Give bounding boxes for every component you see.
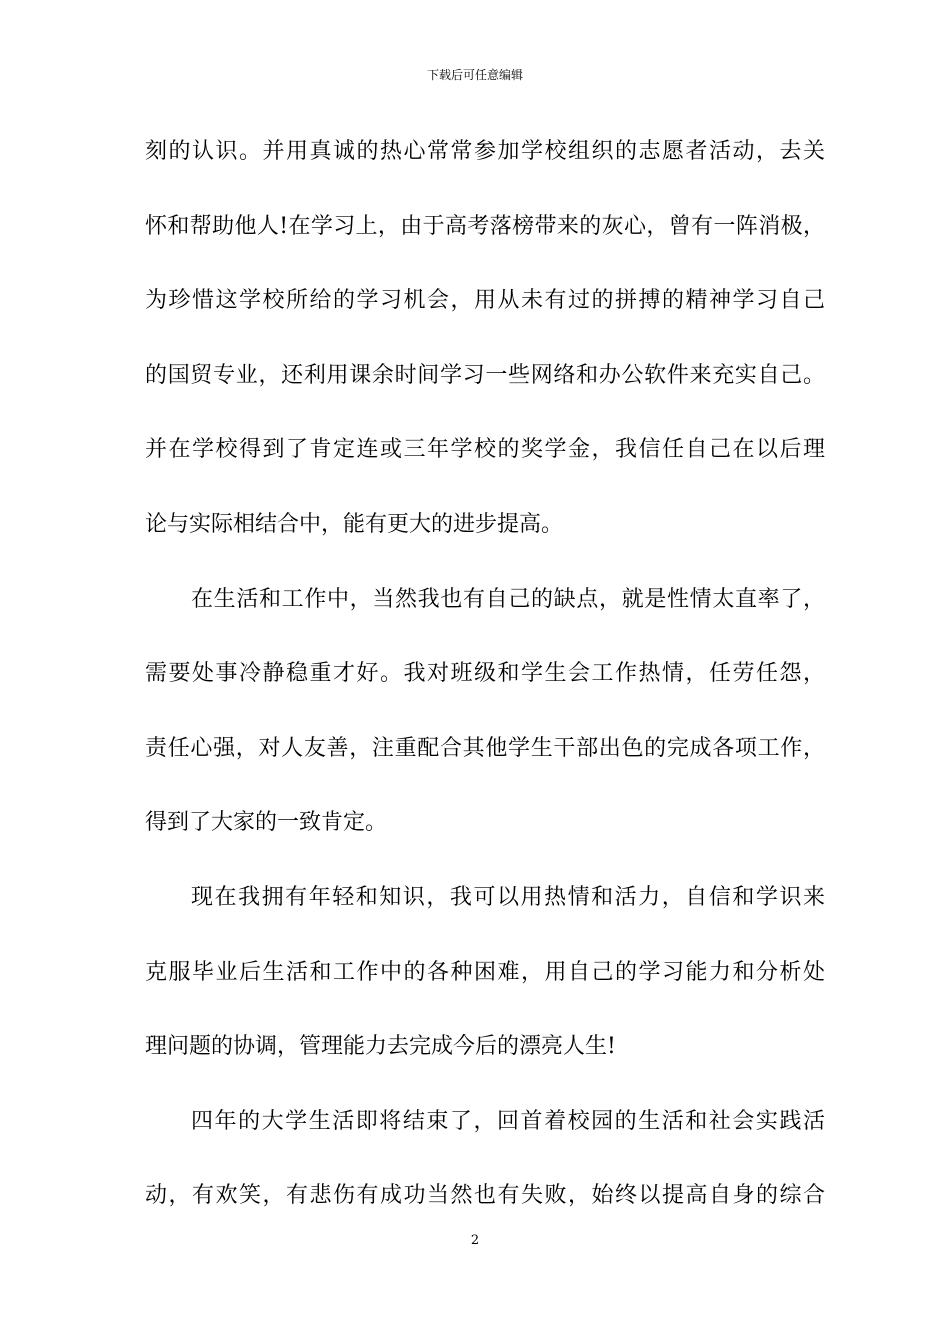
text-line: 的国贸专业，还利用课余时间学习一些网络和办公软件来充实自己。: [145, 362, 825, 388]
body-text: [145, 130, 825, 1249]
text-line: 克服毕业后生活和工作中的各种困难，用自己的学习能力和分析处: [145, 959, 825, 985]
page-header: 下载后可任意编辑: [426, 68, 523, 82]
text-line: 论与实际相结合中，能有更大的进步提高。: [145, 511, 564, 537]
text-line: 刻的认识。并用真诚的热心常常参加学校组织的志愿者活动，去关: [145, 139, 825, 164]
text-line: 动，有欢笑，有悲伤有成功当然也有失败，始终以提高自身的综合: [145, 1183, 825, 1209]
text-line: 责任心强，对人友善，注重配合其他学生干部出色的完成各项工作，: [145, 735, 825, 761]
text-line: 得到了大家的一致肯定。: [145, 810, 388, 836]
text-line: 现在我拥有年轻和知识，我可以用热情和活力，自信和学识来: [191, 884, 825, 910]
page-number: 2: [470, 1233, 480, 1248]
text-line: 需要处事冷静稳重才好。我对班级和学生会工作热情，任劳任怨，: [145, 661, 825, 687]
text-line: 怀和帮助他人!在学习上，由于高考落榜带来的灰心，曾有一阵消极，: [145, 213, 825, 239]
text-line: 在生活和工作中，当然我也有自己的缺点，就是性情太直率了，: [191, 586, 825, 612]
text-line: 并在学校得到了肯定连或三年学校的奖学金，我信任自己在以后理: [145, 437, 825, 463]
text-line: 理问题的协调，管理能力去完成今后的漂亮人生!: [145, 1034, 616, 1060]
text-line: 为珍惜这学校所给的学习机会，用从未有过的拼搏的精神学习自己: [145, 288, 825, 314]
text-line: 四年的大学生活即将结束了，回首着校园的生活和社会实践活: [191, 1108, 825, 1134]
